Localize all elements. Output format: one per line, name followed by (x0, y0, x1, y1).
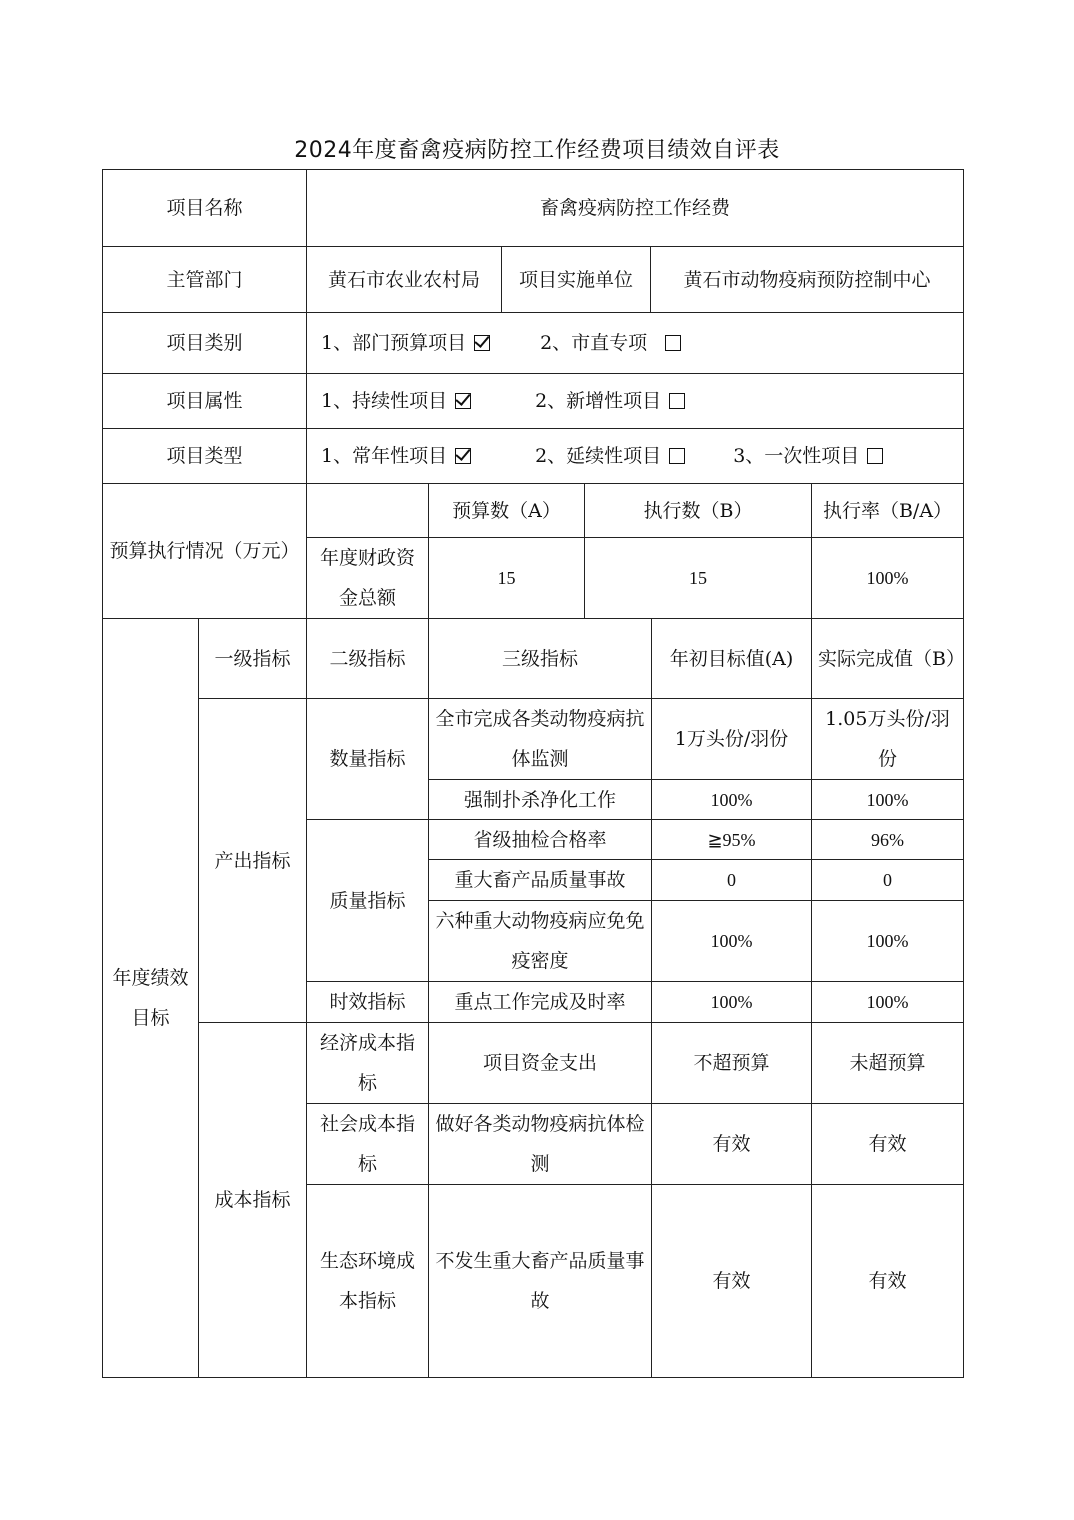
budget-b-value: 15 (584, 537, 812, 619)
dept-value: 黄石市农业农村局 (306, 246, 502, 313)
budget-col-rate: 执行率（B/A） (811, 483, 964, 538)
type-option-2: 2、延续性项目 (535, 445, 662, 467)
project-name-value: 畜禽疫病防控工作经费 (306, 169, 964, 247)
output-indicator-label: 产出指标 (198, 698, 307, 1023)
budget-row-label: 年度财政资金总额 (306, 537, 429, 619)
row-actual: 有效 (811, 1103, 964, 1185)
row-level3: 项目资金支出 (428, 1022, 652, 1104)
unit-label: 项目实施单位 (501, 246, 651, 313)
empty-box-icon (665, 335, 681, 351)
row-target: ≧95% (651, 819, 812, 860)
type-label: 项目类型 (102, 428, 307, 484)
header-actual: 实际完成值（B） (811, 618, 964, 699)
row-level2: 经济成本指标 (306, 1022, 429, 1104)
category-option-2: 2、市直专项 (540, 332, 648, 354)
row-level3: 全市完成各类动物疫病抗体监测 (428, 698, 652, 780)
row-target: 有效 (651, 1103, 812, 1185)
header-level3: 三级指标 (428, 618, 652, 699)
row-target: 不超预算 (651, 1022, 812, 1104)
row-actual: 有效 (811, 1184, 964, 1378)
row-level3: 做好各类动物疫病抗体检测 (428, 1103, 652, 1185)
budget-rate-value: 100% (811, 537, 964, 619)
row-target: 有效 (651, 1184, 812, 1378)
checked-box-icon (455, 448, 471, 464)
empty-box-icon (867, 448, 883, 464)
timeliness-indicator-label: 时效指标 (306, 981, 429, 1023)
budget-header-blank (306, 483, 429, 538)
row-actual: 100% (811, 779, 964, 820)
quality-indicator-label: 质量指标 (306, 819, 429, 982)
type-options (306, 428, 964, 484)
row-level2: 生态环境成本指标 (306, 1184, 429, 1378)
budget-a-value: 15 (428, 537, 585, 619)
budget-col-b: 执行数（B） (584, 483, 812, 538)
empty-box-icon (669, 393, 685, 409)
category-option-1: 1、部门预算项目 (321, 332, 467, 354)
budget-col-a: 预算数（A） (428, 483, 585, 538)
row-level3: 强制扑杀净化工作 (428, 779, 652, 820)
unit-value: 黄石市动物疫病预防控制中心 (650, 246, 964, 313)
type-option-1: 1、常年性项目 (321, 445, 448, 467)
quantity-indicator-label: 数量指标 (306, 698, 429, 820)
project-name-label: 项目名称 (102, 169, 307, 247)
checked-box-icon (455, 393, 471, 409)
type-option-3: 3、一次性项目 (733, 445, 860, 467)
cost-indicator-label: 成本指标 (198, 1022, 307, 1378)
budget-label: 预算执行情况（万元） (102, 483, 307, 619)
page-title: 2024年度畜禽疫病防控工作经费项目绩效自评表 (294, 138, 780, 163)
attr-option-2: 2、新增性项目 (535, 390, 662, 412)
header-target: 年初目标值(A) (651, 618, 812, 699)
category-label: 项目类别 (102, 312, 307, 374)
dept-label: 主管部门 (102, 246, 307, 313)
row-target: 1万头份/羽份 (651, 698, 812, 780)
row-target: 100% (651, 981, 812, 1023)
empty-box-icon (669, 448, 685, 464)
row-level3: 六种重大动物疫病应免免疫密度 (428, 900, 652, 982)
row-actual: 0 (811, 859, 964, 901)
row-actual: 1.05万头份/羽份 (811, 698, 964, 780)
category-options (306, 312, 964, 374)
row-target: 100% (651, 900, 812, 982)
row-actual: 96% (811, 819, 964, 860)
row-actual: 100% (811, 900, 964, 982)
header-level2: 二级指标 (306, 618, 429, 699)
row-level3: 省级抽检合格率 (428, 819, 652, 860)
row-level3: 重点工作完成及时率 (428, 981, 652, 1023)
row-target: 0 (651, 859, 812, 901)
checked-box-icon (474, 335, 490, 351)
row-actual: 未超预算 (811, 1022, 964, 1104)
row-level2: 社会成本指标 (306, 1103, 429, 1185)
row-level3: 不发生重大畜产品质量事故 (428, 1184, 652, 1378)
row-level3: 重大畜产品质量事故 (428, 859, 652, 901)
performance-section-label: 年度绩效目标 (102, 618, 199, 1378)
row-actual: 100% (811, 981, 964, 1023)
attr-label: 项目属性 (102, 373, 307, 429)
header-level1: 一级指标 (198, 618, 307, 699)
attr-options (306, 373, 964, 429)
row-target: 100% (651, 779, 812, 820)
attr-option-1: 1、持续性项目 (321, 390, 448, 412)
